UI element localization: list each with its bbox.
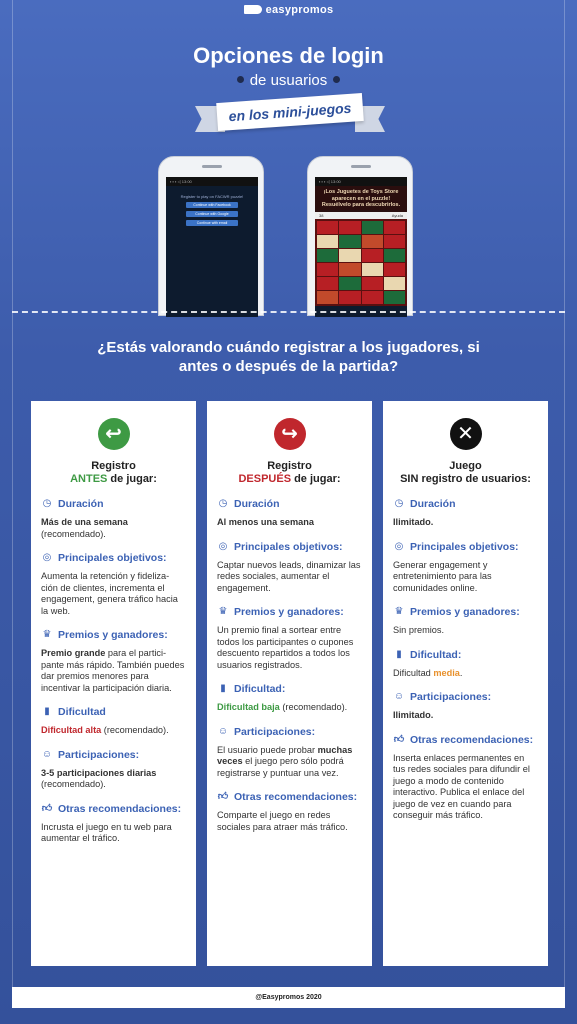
card-heading-line1: Registro: [91, 460, 136, 472]
help-link: Ayuda: [391, 212, 403, 218]
google-login-button: Continue with Google: [186, 211, 238, 217]
target-icon: ◎: [42, 552, 52, 563]
email-login-button: Continue with email: [186, 220, 238, 226]
option-card: [31, 401, 196, 966]
section-label: Dificultad:: [410, 648, 462, 661]
puzzle-piece: [362, 263, 383, 276]
dificultad-note: .: [459, 667, 463, 678]
puzzle-piece: [317, 291, 338, 304]
objetivos-text: Generar engagement y entretenimiento para las comunidades online.: [393, 559, 492, 593]
card-heading-accent: ANTES: [70, 473, 108, 485]
option-card: [383, 401, 548, 966]
section-label: Duración: [234, 498, 280, 510]
forward-arrow-icon: ↪: [274, 418, 306, 450]
back-arrow-icon: ↩: [98, 418, 130, 450]
dificultad-value: Dificultad baja: [217, 702, 280, 712]
section-otras: [41, 803, 186, 815]
subtitle-text: de usuarios: [249, 72, 328, 89]
otras-text: Incrusta el juego en tu web para aumentar el tráfico.: [41, 821, 172, 843]
puzzle-piece: [384, 235, 405, 248]
ribbon-banner: [195, 94, 385, 132]
brand-logo: [0, 4, 577, 16]
section-participaciones: [393, 691, 538, 703]
card-heading-line2: [393, 473, 538, 486]
page-subtitle: [0, 72, 577, 89]
duracion-note: (recomendado).: [41, 528, 106, 539]
otras-text: Comparte el juego en redes sociales para atraer más tráfico.: [217, 810, 348, 832]
section-objetivos: [217, 541, 362, 553]
phone-speaker: [202, 165, 222, 168]
section-participaciones: [41, 749, 186, 761]
puzzle-piece: [339, 277, 360, 290]
dificultad-value: Dificultad alta: [41, 725, 102, 735]
section-duracion: [393, 498, 538, 510]
trophy-icon: ♛: [42, 629, 52, 640]
premios-note: Sin premios.: [393, 625, 445, 635]
megaphone-icon: [244, 5, 262, 14]
section-premios: [393, 606, 538, 618]
dificultad-note: (recomendado).: [279, 702, 348, 712]
puzzle-piece: [384, 249, 405, 262]
status-bar: ▪ ▪ ▪ ◁ 13:00: [315, 177, 407, 186]
participaciones-text: [217, 745, 362, 780]
card-heading: [41, 460, 186, 486]
section-dificultad: [393, 649, 538, 661]
section-duracion: [217, 498, 362, 510]
dificultad-note: (recomendado).: [101, 725, 169, 735]
section-label: Premios y ganadores:: [58, 629, 168, 641]
puzzle-piece: [317, 221, 338, 234]
participaciones-text: [41, 768, 186, 791]
puzzle-grid: [315, 219, 407, 306]
phone-screen: [315, 177, 407, 317]
participaciones-pre: El usuario puede probar: [217, 744, 318, 755]
target-icon: ◎: [218, 540, 228, 552]
trophy-icon: ♛: [218, 606, 228, 617]
card-heading: [393, 460, 538, 486]
section-premios: [217, 606, 362, 618]
section-premios: [41, 629, 186, 641]
premios-note: Un premio final a sortear entre todos los participantes o cupones descuento repartidos a todos los usuarios registrados.: [217, 625, 354, 670]
section-objetivos: [393, 541, 538, 553]
section-label: Otras recomendaciones:: [234, 791, 358, 803]
close-icon: ✕: [450, 418, 482, 450]
section-participaciones: [217, 726, 362, 738]
section-label: Dificultad: [58, 706, 106, 718]
section-duracion: [41, 498, 186, 510]
clock-icon: ◷: [394, 498, 404, 509]
section-label: Dificultad:: [234, 683, 286, 695]
page-title: Opciones de login: [193, 43, 384, 68]
premios-note: para el partici- pante más rápido. También puedes dar premios menores para incentivar la participación diaria.: [41, 648, 185, 693]
puzzle-piece: [384, 277, 405, 290]
card-heading-rest: de jugar:: [107, 473, 157, 485]
puzzle-piece: [362, 221, 383, 234]
target-icon: ◎: [394, 540, 404, 552]
status-bar: ▪ ▪ ▪ ◁ 13:00: [166, 177, 258, 186]
duracion-text: [217, 517, 362, 529]
login-prompt: Register to play on FACWR puzzle!: [180, 194, 244, 199]
section-label: Premios y ganadores:: [410, 606, 520, 618]
game-counter: 38: [319, 212, 324, 218]
otras-text: Inserta enlaces permanentes en tus redes sociales para difundir el juego a modo de contenido interactivo. Publica el enlace del juego de vez en cuando para conseguir más tráfico.: [393, 752, 530, 820]
dificultad-text: [217, 702, 362, 714]
puzzle-piece: [339, 291, 360, 304]
card-heading-rest: de jugar:: [291, 473, 341, 485]
section-label: Participaciones:: [58, 748, 140, 761]
puzzle-piece: [317, 235, 338, 248]
bullet-icon: [237, 76, 244, 83]
puzzle-piece: [317, 263, 338, 276]
thumbs-up-icon: 👍︎: [217, 791, 229, 802]
duracion-value: Ilimitado.: [393, 517, 434, 527]
premios-text: [217, 625, 362, 671]
trophy-icon: ♛: [394, 606, 404, 617]
section-label: Otras recomendaciones:: [410, 733, 534, 746]
dificultad-value: media: [433, 667, 460, 678]
game-meta: [315, 212, 407, 219]
game-headline: ¡Los Juguetes de Toys Store aparecen en el puzzle! Resuélvelo para descubrirlos.: [315, 186, 407, 212]
section-label: Participaciones:: [234, 725, 316, 738]
dificultad-pre: Dificultad: [393, 667, 434, 678]
phone-mockup-game: [307, 156, 413, 316]
section-label: Premios y ganadores:: [234, 606, 344, 618]
ribbon-text: en los mini-juegos: [216, 93, 364, 131]
phone-mockup-login: [158, 156, 264, 316]
bar-chart-icon: ▮: [44, 706, 50, 717]
dashed-divider: [12, 311, 565, 321]
brand-name: easypromos: [265, 4, 334, 16]
puzzle-piece: [339, 221, 360, 234]
puzzle-piece: [362, 235, 383, 248]
puzzle-piece: [362, 277, 383, 290]
facebook-login-button: Continue with Facebook: [186, 202, 238, 208]
section-label: Duración: [410, 498, 456, 510]
section-dificultad: [217, 683, 362, 695]
card-heading-rest: registro de usuarios:: [418, 473, 531, 485]
duracion-value: Más de una semana: [41, 517, 128, 527]
premios-text: [393, 625, 538, 637]
bar-chart-icon: ▮: [396, 648, 402, 660]
objetivos-text: Aumenta la retención y fideliza- ción de clientes, incrementa el engagement, genera tráfico hacia la web.: [41, 571, 178, 616]
thumbs-up-icon: 👍︎: [393, 733, 405, 745]
section-label: Otras recomendaciones:: [58, 802, 182, 815]
dificultad-text: [41, 725, 186, 737]
option-card: [207, 401, 372, 966]
section-label: Principales objetivos:: [234, 540, 343, 553]
phone-speaker: [351, 165, 371, 168]
duracion-text: [393, 517, 538, 529]
puzzle-piece: [384, 263, 405, 276]
puzzle-piece: [339, 249, 360, 262]
premios-value: Premio grande: [41, 648, 106, 658]
section-label: Principales objetivos:: [58, 552, 167, 564]
puzzle-piece: [362, 249, 383, 262]
card-heading-line2: [217, 473, 362, 486]
card-heading-line1: Juego: [449, 460, 482, 472]
puzzle-piece: [384, 291, 405, 304]
section-otras: [217, 791, 362, 803]
participaciones-note: el juego pero sólo podrá registrarse y puntuar una vez.: [217, 756, 344, 778]
objetivos-text: Captar nuevos leads, dinamizar las redes sociales, aumentar el engagement.: [217, 559, 361, 593]
participaciones-value: 3-5 participaciones diarias: [41, 767, 157, 778]
section-otras: [393, 734, 538, 746]
bar-chart-icon: ▮: [220, 683, 226, 694]
participaciones-value: muchas veces: [217, 744, 353, 766]
premios-text: [41, 648, 186, 694]
bullet-icon: [333, 76, 340, 83]
puzzle-piece: [339, 263, 360, 276]
people-icon: ☺: [393, 691, 405, 702]
phone-screen: [166, 177, 258, 317]
question-heading: ¿Estás valorando cuándo registrar a los jugadores, si antes o después de la partida?: [97, 339, 480, 375]
card-heading: [217, 460, 362, 486]
participaciones-text: [393, 710, 538, 722]
section-label: Participaciones:: [410, 691, 492, 703]
card-heading-line2: [41, 473, 186, 486]
section-label: Duración: [58, 498, 104, 510]
footer-copyright: @Easypromos 2020: [12, 987, 565, 1008]
dificultad-text: [393, 668, 538, 680]
thumbs-up-icon: 👍︎: [41, 802, 53, 814]
puzzle-piece: [317, 277, 338, 290]
section-label: Principales objetivos:: [410, 540, 519, 553]
participaciones-note: (recomendado).: [41, 779, 106, 789]
puzzle-piece: [339, 235, 360, 248]
card-heading-accent: SIN: [400, 473, 419, 485]
clock-icon: ◷: [218, 498, 228, 509]
card-heading-line1: Registro: [267, 460, 312, 472]
card-heading-accent: DESPUÉS: [238, 473, 292, 485]
puzzle-piece: [317, 249, 338, 262]
section-dificultad: [41, 706, 186, 718]
puzzle-piece: [384, 221, 405, 234]
puzzle-piece: [362, 291, 383, 304]
people-icon: ☺: [217, 725, 229, 737]
duracion-text: [41, 517, 186, 540]
duracion-value: Al menos una semana: [217, 517, 315, 527]
clock-icon: ◷: [42, 498, 52, 509]
participaciones-value: Ilimitado.: [393, 710, 434, 720]
people-icon: ☺: [41, 748, 53, 760]
section-objetivos: [41, 552, 186, 564]
